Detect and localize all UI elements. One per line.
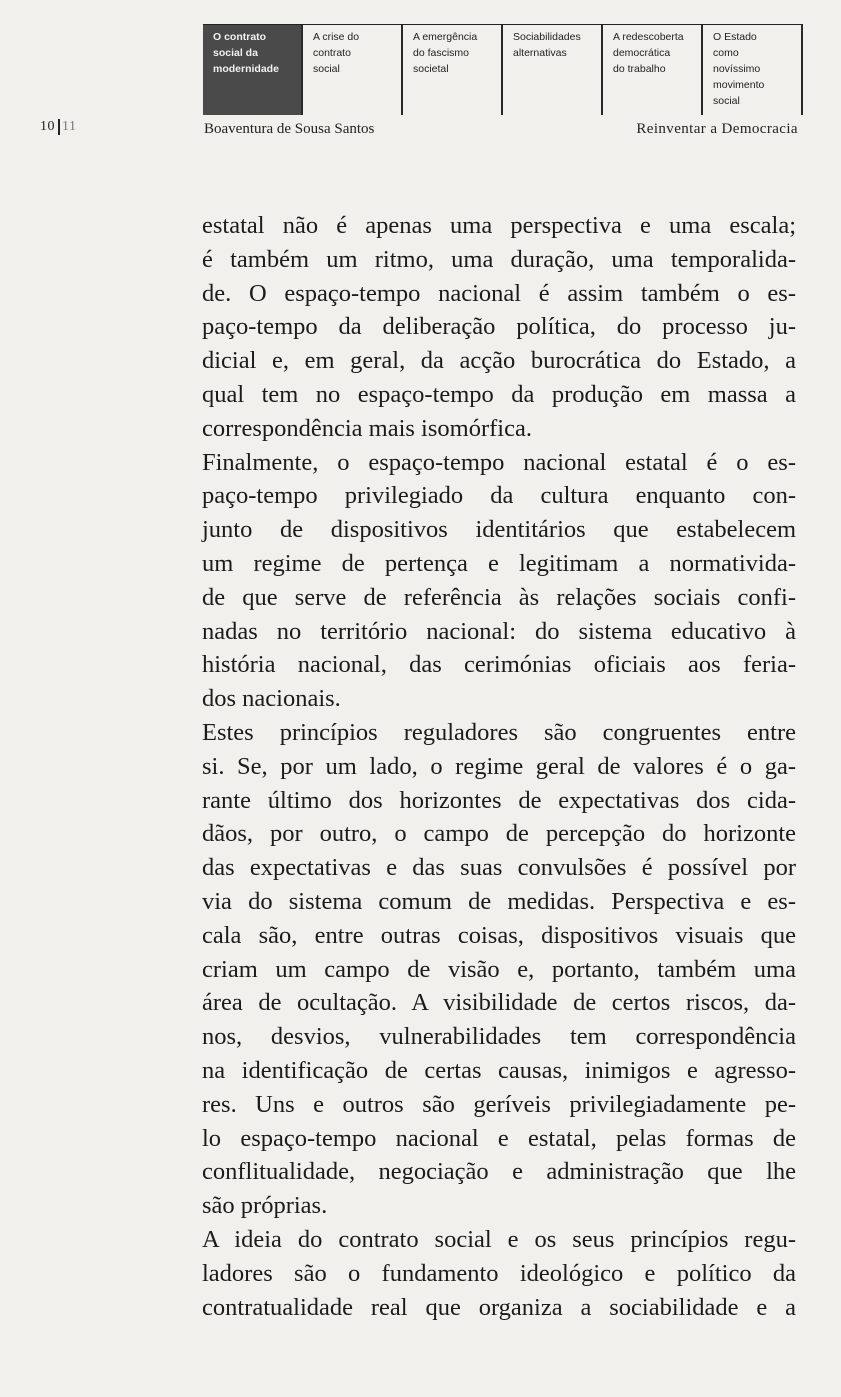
text-line: rante último dos horizontes de expectativas dos cida- <box>202 786 796 814</box>
chapter-tab-redescoberta-trabalho[interactable]: A redescoberta democrática do trabalho <box>603 25 703 115</box>
text-line: paço-tempo privilegiado da cultura enquanto con- <box>202 482 796 510</box>
page-numbers <box>40 119 76 135</box>
text-line: de que serve de referência às relações sociais confi- <box>202 583 796 611</box>
text-line: dãos, por outro, o campo de percepção do horizonte <box>202 820 796 848</box>
page-number-right: 11 <box>62 119 77 134</box>
text-line: via do sistema comum de medidas. Perspectiva e es- <box>202 887 796 915</box>
chapter-navigation <box>203 24 803 115</box>
text-line: criam um campo de visão e, portanto, também uma <box>202 955 796 983</box>
running-header-author: Boaventura de Sousa Santos <box>204 121 375 137</box>
body-text <box>202 209 796 1324</box>
text-line: um regime de pertença e legitimam a normativida- <box>202 549 796 577</box>
text-line: junto de dispositivos identitários que estabelecem <box>202 516 796 544</box>
chapter-tab-crise-contrato[interactable]: A crise do contrato social <box>303 25 403 115</box>
text-line: são próprias. <box>202 1192 328 1220</box>
text-line: correspondência mais isomórfica. <box>202 414 532 442</box>
chapter-tab-contrato-social[interactable]: O contrato social da modernidade <box>203 25 303 115</box>
text-line: cala são, entre outras coisas, dispositivos visuais que <box>202 921 796 949</box>
text-line: das expectativas e das suas convulsões é possível por <box>202 854 796 882</box>
text-line: área de ocultação. A visibilidade de certos riscos, da- <box>202 989 796 1017</box>
text-line: nos, desvios, vulnerabilidades tem correspondência <box>202 1023 796 1051</box>
text-line: lo espaço-tempo nacional e estatal, pelas formas de <box>202 1124 796 1152</box>
text-line: é também um ritmo, uma duração, uma temporalida- <box>202 245 796 273</box>
chapter-tab-fascismo-societal[interactable]: A emergência do fascismo societal <box>403 25 503 115</box>
page-number-left: 10 <box>40 119 55 134</box>
text-line: si. Se, por um lado, o regime geral de valores é o ga- <box>202 752 796 780</box>
text-line: de. O espaço-tempo nacional é assim também o es- <box>202 279 796 307</box>
text-line: A ideia do contrato social e os seus princípios regu- <box>202 1225 796 1253</box>
running-header-book-title: Reinventar a Democracia <box>636 121 798 137</box>
text-line: dicial e, em geral, da acção burocrática do Estado, a <box>202 347 796 375</box>
text-line: ladores são o fundamento ideológico e político da <box>202 1259 796 1287</box>
text-line: conflitualidade, negociação e administração que lhe <box>202 1158 796 1186</box>
text-line: Finalmente, o espaço-tempo nacional estatal é o es- <box>202 448 796 476</box>
text-line: nadas no território nacional: do sistema educativo à <box>202 617 796 645</box>
text-line: dos nacionais. <box>202 685 341 713</box>
text-line: paço-tempo da deliberação política, do processo ju- <box>202 313 796 341</box>
text-line: contratualidade real que organiza a sociabilidade e a <box>202 1293 796 1321</box>
text-line: Estes princípios reguladores são congruentes entre <box>202 718 796 746</box>
page-number-divider <box>58 119 60 135</box>
text-line: história nacional, das cerimónias oficiais aos feria- <box>202 651 796 679</box>
text-line: na identificação de certas causas, inimigos e agresso- <box>202 1056 796 1084</box>
text-line: estatal não é apenas uma perspectiva e uma escala; <box>202 212 796 239</box>
text-line: qual tem no espaço-tempo da produção em massa a <box>202 380 796 408</box>
chapter-tab-estado-movimento[interactable]: O Estado como novíssimo movimento social <box>703 25 803 115</box>
chapter-tab-sociabilidades[interactable]: Sociabilidades alternativas <box>503 25 603 115</box>
text-line: res. Uns e outros são geríveis privilegiadamente pe- <box>202 1090 796 1118</box>
